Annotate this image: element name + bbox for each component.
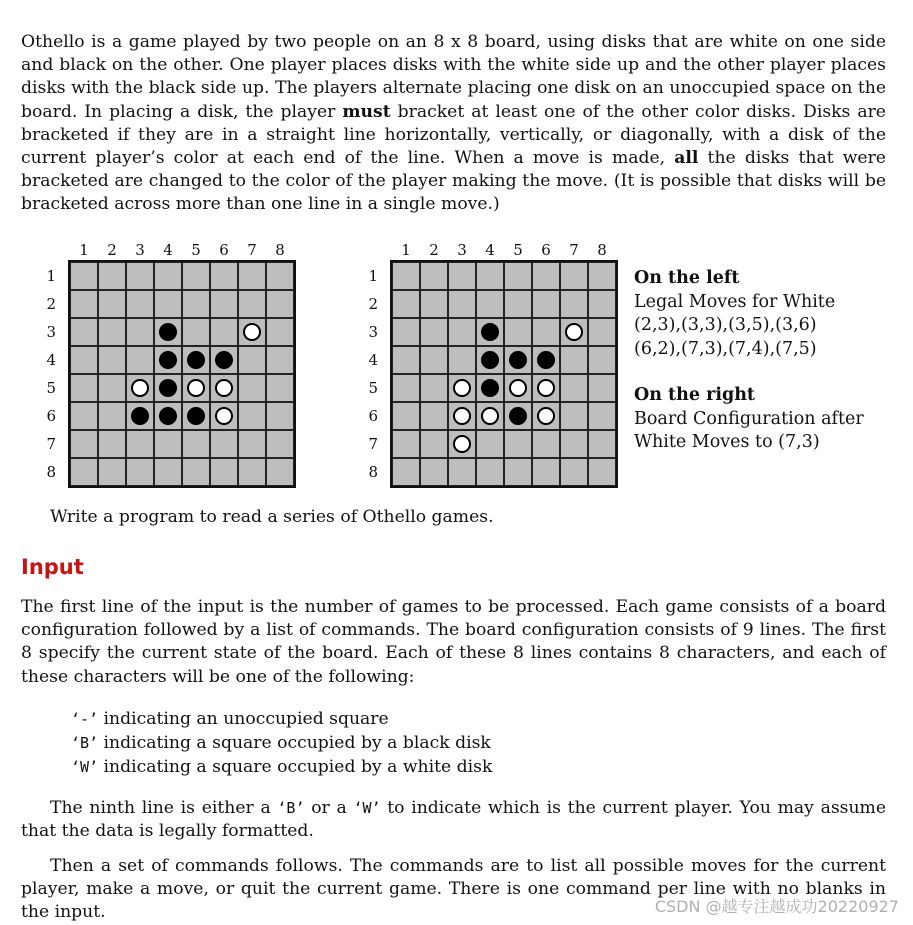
board-square	[98, 374, 126, 402]
black-disk	[159, 407, 177, 425]
board-square	[588, 346, 616, 374]
board-square	[238, 262, 266, 290]
column-number: 6	[219, 241, 229, 259]
row-number: 7	[46, 435, 56, 453]
board-square	[70, 262, 98, 290]
board-square	[126, 318, 154, 346]
column-number: 2	[429, 241, 439, 259]
board-square	[182, 318, 210, 346]
row-number: 4	[368, 351, 378, 369]
black-disk	[187, 407, 205, 425]
board-square	[266, 262, 294, 290]
white-disk	[565, 323, 583, 341]
board-square	[266, 346, 294, 374]
row-number: 6	[368, 407, 378, 425]
board-square	[560, 374, 588, 402]
left-caption-line2: (2,3),(3,3),(3,5),(3,6)	[634, 315, 817, 335]
char-desc: indicating an unoccupied square	[98, 709, 389, 729]
board-square	[266, 290, 294, 318]
board-square	[560, 346, 588, 374]
board-square	[420, 402, 448, 430]
board-square	[420, 262, 448, 290]
ninth-text-a: The ninth line is either a	[50, 798, 278, 818]
board-square	[588, 318, 616, 346]
board-square	[182, 346, 210, 374]
board-square	[98, 262, 126, 290]
row-number: 2	[368, 295, 378, 313]
black-disk	[159, 379, 177, 397]
board-square	[392, 430, 420, 458]
board-square	[238, 346, 266, 374]
board-square	[210, 458, 238, 486]
column-number: 4	[485, 241, 495, 259]
board-square	[560, 262, 588, 290]
board-square	[126, 430, 154, 458]
row-number: 5	[368, 379, 378, 397]
white-disk	[187, 379, 205, 397]
ninth-text-e: to indicate which is the current player. You may assume that the data is legally formatted.	[21, 798, 886, 842]
row-number: 2	[46, 295, 56, 313]
board-square	[560, 430, 588, 458]
column-number: 8	[275, 241, 285, 259]
board-square	[448, 430, 476, 458]
board-square	[126, 458, 154, 486]
board-square	[210, 318, 238, 346]
board-square	[238, 318, 266, 346]
board-square	[182, 374, 210, 402]
board-square	[126, 374, 154, 402]
board-square	[182, 430, 210, 458]
board-square	[504, 458, 532, 486]
board-square	[154, 374, 182, 402]
board-square	[154, 262, 182, 290]
board-square	[420, 458, 448, 486]
board-square	[70, 402, 98, 430]
board-square	[420, 374, 448, 402]
white-disk	[243, 323, 261, 341]
board-square	[266, 402, 294, 430]
board-square	[588, 290, 616, 318]
board-square	[532, 262, 560, 290]
board-square	[504, 262, 532, 290]
white-disk	[509, 379, 527, 397]
board-square	[532, 346, 560, 374]
board-square	[532, 458, 560, 486]
ninth-code-b: ‘B’	[277, 799, 305, 817]
white-disk	[131, 379, 149, 397]
board-square	[238, 402, 266, 430]
white-disk	[453, 407, 471, 425]
board-square	[420, 430, 448, 458]
board-square	[532, 290, 560, 318]
board-square	[210, 262, 238, 290]
char-desc: indicating a square occupied by a black disk	[98, 732, 491, 753]
board-square	[154, 318, 182, 346]
board-square	[560, 318, 588, 346]
column-number: 8	[597, 241, 607, 259]
column-number: 7	[569, 241, 579, 259]
intro-all: all	[674, 148, 699, 169]
board-square	[392, 290, 420, 318]
board-square	[210, 374, 238, 402]
board-square	[532, 430, 560, 458]
left-caption-line1: Legal Moves for White	[634, 291, 836, 312]
white-disk	[537, 379, 555, 397]
watermark: CSDN @越专注越成功20220927	[654, 897, 899, 916]
board-square	[70, 374, 98, 402]
char-code: ‘B’	[71, 733, 99, 752]
black-disk	[215, 351, 233, 369]
board-square	[98, 458, 126, 486]
board-square	[448, 458, 476, 486]
board-square	[266, 374, 294, 402]
board-square	[476, 458, 504, 486]
board-square	[504, 374, 532, 402]
column-number: 3	[135, 241, 145, 259]
black-disk	[481, 351, 499, 369]
board-square	[154, 430, 182, 458]
char-desc: indicating a square occupied by a white disk	[98, 756, 493, 777]
board-square	[448, 290, 476, 318]
row-number: 8	[46, 463, 56, 481]
board-square	[392, 318, 420, 346]
board-square	[448, 262, 476, 290]
row-number: 8	[368, 463, 378, 481]
column-number: 3	[457, 241, 467, 259]
board-square	[448, 318, 476, 346]
board-square	[392, 402, 420, 430]
column-number: 1	[401, 241, 411, 259]
board-square	[154, 346, 182, 374]
board-square	[588, 262, 616, 290]
black-disk	[537, 351, 555, 369]
right-caption-title: On the right	[634, 385, 756, 405]
char-code: ‘-’	[71, 710, 99, 728]
row-number: 5	[46, 379, 56, 397]
row-number: 1	[46, 267, 56, 285]
board-square	[504, 402, 532, 430]
board-square	[448, 402, 476, 430]
board-square	[210, 290, 238, 318]
char-list-item	[71, 708, 492, 732]
column-number: 5	[191, 241, 201, 259]
board-square	[266, 458, 294, 486]
intro-must: must	[342, 101, 391, 122]
intro-text-3: the disks that were bracketed are changed to the color of the player making the move. (It is possible that disks will be bracketed across more than one line in a single move.)	[21, 148, 886, 215]
board-square	[504, 318, 532, 346]
board-square	[238, 430, 266, 458]
board-square	[560, 458, 588, 486]
black-disk	[481, 323, 499, 341]
board-square	[70, 458, 98, 486]
board-square	[420, 346, 448, 374]
board-square	[210, 402, 238, 430]
board-square	[126, 346, 154, 374]
board-square	[126, 402, 154, 430]
board-square	[476, 318, 504, 346]
board-square	[126, 262, 154, 290]
ninth-code-d: ‘W’	[353, 799, 381, 817]
black-disk	[509, 407, 527, 425]
column-number: 7	[247, 241, 257, 259]
board-square	[98, 430, 126, 458]
input-heading: Input	[21, 555, 84, 579]
board-square	[266, 430, 294, 458]
board-square	[392, 458, 420, 486]
column-number: 6	[541, 241, 551, 259]
row-number: 3	[46, 323, 56, 341]
board-square	[154, 458, 182, 486]
write-program-text: Write a program to read a series of Othello games.	[50, 507, 494, 527]
board-square	[476, 290, 504, 318]
board-square	[532, 402, 560, 430]
board-square	[476, 402, 504, 430]
board-square	[392, 374, 420, 402]
board-square	[266, 318, 294, 346]
column-number: 2	[107, 241, 117, 259]
white-disk	[215, 379, 233, 397]
char-list-item	[71, 756, 492, 780]
board-square	[504, 430, 532, 458]
row-number: 1	[368, 267, 378, 285]
board-square	[588, 374, 616, 402]
column-number: 4	[163, 241, 173, 259]
board-square	[70, 430, 98, 458]
board-square	[210, 346, 238, 374]
board-square	[210, 430, 238, 458]
board-square	[182, 458, 210, 486]
board-square	[448, 346, 476, 374]
black-disk	[509, 351, 527, 369]
board-square	[588, 402, 616, 430]
intro-text-2: bracket at least one of the other color disks. Disks are bracketed if they are in a straight line horizontally, vertically, or diagonally, with a disk of the current player’s color at each end of the line. When a move is made,	[21, 101, 886, 169]
intro-paragraph	[21, 31, 886, 217]
black-disk	[187, 351, 205, 369]
left-board	[68, 260, 296, 488]
intro-text-1: Othello is a game played by two people on an 8 x 8 board, using disks that are white on one side and black on the other. One player places disks with the white side up and the other player places disks with the black side up. The players alternate placing one disk on an unoccupied space on the board. In placing a disk, the player	[21, 32, 886, 122]
char-code: ‘W’	[71, 757, 99, 776]
board-square	[98, 318, 126, 346]
board-square	[98, 290, 126, 318]
black-disk	[131, 407, 149, 425]
board-square	[154, 290, 182, 318]
board-square	[70, 318, 98, 346]
board-square	[504, 290, 532, 318]
right-caption-line2: White Moves to (7,3)	[634, 432, 820, 452]
board-square	[532, 318, 560, 346]
ninth-line-paragraph	[21, 797, 886, 843]
board-square	[70, 346, 98, 374]
white-disk	[453, 435, 471, 453]
board-square	[98, 402, 126, 430]
white-disk	[453, 379, 471, 397]
black-disk	[159, 351, 177, 369]
board-square	[588, 458, 616, 486]
white-disk	[215, 407, 233, 425]
board-square	[476, 374, 504, 402]
column-number: 5	[513, 241, 523, 259]
board-square	[238, 374, 266, 402]
board-square	[154, 402, 182, 430]
board-square	[560, 290, 588, 318]
board-square	[126, 290, 154, 318]
input-paragraph: The first line of the input is the number of games to be processed. Each game consists of a board configuration followed by a list of commands. The board configuration consists of 9 lines. The first 8 specify the current state of the board. Each of these 8 lines contains 8 characters, and each of these characters will be one of the following:	[21, 597, 886, 687]
char-list	[71, 708, 492, 779]
board-square	[182, 262, 210, 290]
board-square	[182, 402, 210, 430]
left-caption-line3: (6,2),(7,3),(7,4),(7,5)	[634, 338, 817, 359]
right-board	[390, 260, 618, 488]
board-square	[70, 290, 98, 318]
board-square	[98, 346, 126, 374]
right-caption-line1: Board Configuration after	[634, 408, 864, 429]
board-square	[560, 402, 588, 430]
black-disk	[481, 379, 499, 397]
black-disk	[159, 323, 177, 341]
char-list-item	[71, 732, 492, 756]
board-square	[392, 262, 420, 290]
row-number: 7	[368, 435, 378, 453]
board-square	[476, 430, 504, 458]
left-caption-title: On the left	[634, 268, 740, 288]
board-square	[504, 346, 532, 374]
board-caption	[634, 267, 864, 455]
ninth-text-c: or a	[304, 798, 354, 818]
board-square	[476, 262, 504, 290]
commands-paragraph: Then a set of commands follows. The commands are to list all possible moves for the current player, make a move, or quit the current game. There is one command per line with no blanks in the input.	[21, 856, 886, 923]
white-disk	[537, 407, 555, 425]
board-square	[448, 374, 476, 402]
board-square	[420, 318, 448, 346]
row-number: 6	[46, 407, 56, 425]
row-number: 4	[46, 351, 56, 369]
board-square	[182, 290, 210, 318]
column-number: 1	[79, 241, 89, 259]
board-square	[588, 430, 616, 458]
board-square	[476, 346, 504, 374]
board-square	[532, 374, 560, 402]
white-disk	[481, 407, 499, 425]
board-square	[420, 290, 448, 318]
board-square	[392, 346, 420, 374]
board-square	[238, 290, 266, 318]
row-number: 3	[368, 323, 378, 341]
board-square	[238, 458, 266, 486]
